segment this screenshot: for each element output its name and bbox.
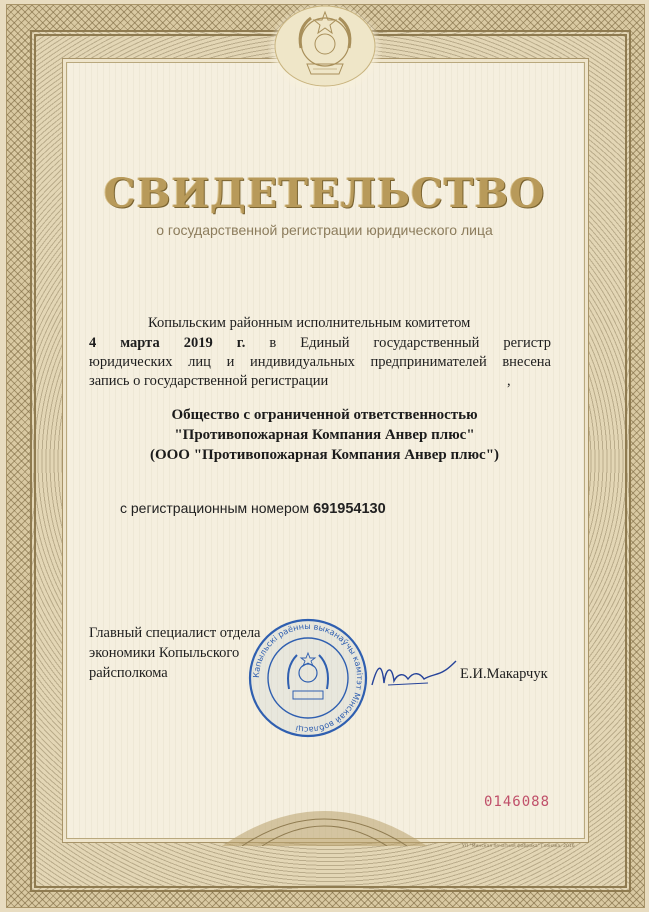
signatory-position-line-3: райсполкома bbox=[89, 665, 168, 681]
body-line-3: юридических лиц и индивидуальных предпринимателей внесена bbox=[89, 354, 551, 370]
body-line-4 bbox=[89, 372, 551, 391]
body-line-2 bbox=[89, 334, 551, 353]
signatory-name: Е.И.Макарчук bbox=[460, 666, 548, 682]
registration-date: 4 марта 2019 г. bbox=[89, 335, 246, 351]
state-emblem-icon bbox=[267, 2, 383, 88]
serial-number: 0146088 bbox=[484, 794, 551, 810]
registration-label: с регистрационным номером bbox=[120, 500, 310, 516]
seal-text: Капыльскі раённы выканаўчы камітэт Мінскай вобласці bbox=[250, 620, 366, 736]
body-line-1: Копыльским районным исполнительным комитетом bbox=[148, 315, 471, 331]
organization-short-name: (ООО "Противопожарная Компания Анвер плюс") bbox=[149, 447, 500, 463]
body-line-4-comma: , bbox=[507, 373, 511, 389]
registration-number-line bbox=[120, 500, 386, 517]
organization-name-line-2: "Противопожарная Компания Анвер плюс" bbox=[174, 427, 475, 443]
signatory-position-line-2: экономики Копыльского bbox=[89, 645, 240, 661]
organization-name-line-1: Общество с ограниченной ответственностью bbox=[171, 407, 478, 423]
registration-number: 691954130 bbox=[313, 501, 386, 517]
printer-note: УП "Минская печатная фабрика" Гознака, 2016 bbox=[462, 844, 575, 849]
body-line-2-rest: в Единый государственный регистр bbox=[269, 335, 551, 351]
body-line-4-text: запись о государственной регистрации bbox=[89, 373, 329, 389]
handwritten-signature-icon bbox=[368, 655, 460, 695]
official-seal-icon bbox=[245, 615, 371, 741]
certificate-subtitle: о государственной регистрации юридического лица bbox=[156, 222, 493, 238]
signatory-position-line-1: Главный специалист отдела bbox=[89, 625, 261, 641]
bottom-ornament-icon bbox=[222, 786, 427, 846]
certificate-title: СВИДЕТЕЛЬСТВО bbox=[103, 170, 546, 217]
